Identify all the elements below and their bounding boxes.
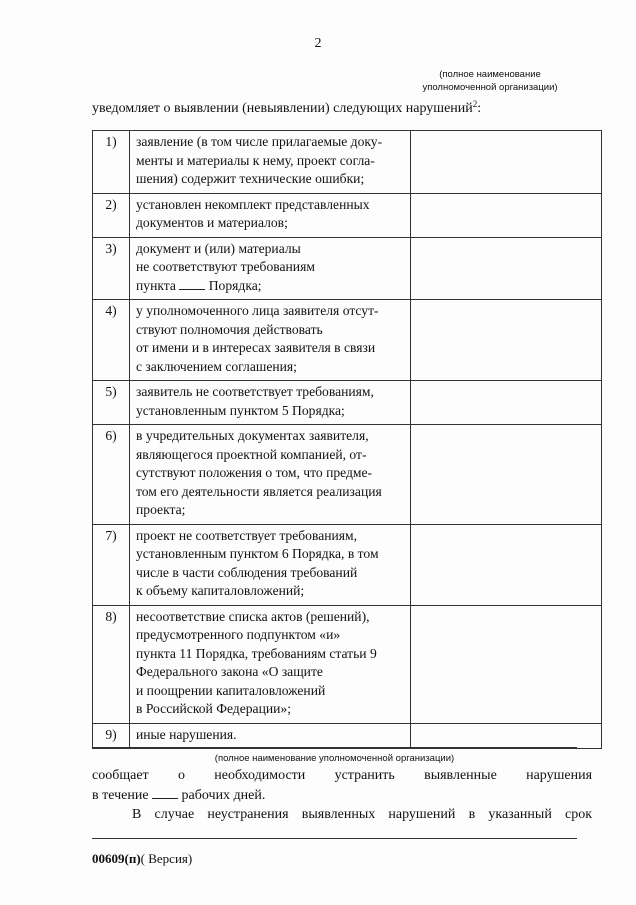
word: необходимости bbox=[214, 768, 306, 783]
violation-number: 2) bbox=[93, 193, 130, 237]
word: сообщает bbox=[92, 768, 149, 783]
violation-row bbox=[93, 605, 602, 723]
notice-paragraph bbox=[92, 766, 592, 806]
violations-table bbox=[92, 130, 602, 749]
word: устранить bbox=[334, 768, 395, 783]
word: о bbox=[177, 768, 185, 783]
violation-description bbox=[130, 131, 411, 194]
violation-description bbox=[130, 300, 411, 381]
violation-description bbox=[130, 723, 411, 749]
days-blank bbox=[152, 786, 178, 799]
word: выявленных bbox=[301, 807, 376, 822]
violation-line: документ и (или) материалы bbox=[136, 240, 301, 256]
document-code-number: 00609(п) bbox=[92, 851, 141, 866]
word: В bbox=[132, 807, 142, 822]
violation-line: числе в части соблюдения требований bbox=[136, 564, 358, 580]
violation-row bbox=[93, 300, 602, 381]
violation-line: документов и материалов; bbox=[136, 215, 288, 230]
violation-number: 6) bbox=[93, 425, 130, 525]
violation-result-cell[interactable] bbox=[411, 300, 602, 381]
violation-line: в учредительных документах заявителя, bbox=[136, 428, 369, 443]
footnote-mark: 2 bbox=[472, 99, 478, 109]
violation-number: 5) bbox=[93, 381, 130, 425]
word: указанный bbox=[488, 807, 552, 822]
violation-line-part: Порядка; bbox=[208, 277, 262, 293]
violation-row bbox=[93, 237, 602, 300]
word: нарушений bbox=[388, 807, 456, 822]
violation-line: проекта; bbox=[136, 502, 186, 517]
violation-result-cell[interactable] bbox=[411, 237, 602, 300]
violation-line: заявление (в том числе прилагаемые доку- bbox=[136, 134, 383, 149]
word: нарушения bbox=[526, 768, 593, 783]
intro-sentence bbox=[92, 96, 612, 117]
violation-description bbox=[130, 605, 411, 723]
violation-line: являющегося проектной компанией, от- bbox=[136, 446, 367, 462]
violation-result-cell[interactable] bbox=[411, 723, 602, 749]
violation-description bbox=[130, 524, 411, 605]
violation-line-part: пункта bbox=[136, 277, 176, 293]
violation-line: иные нарушения. bbox=[136, 726, 237, 742]
violation-row bbox=[93, 381, 602, 425]
document-version: ( Версия) bbox=[140, 851, 193, 866]
word: срок bbox=[564, 807, 592, 822]
violation-line: установленным пунктом 5 Порядка; bbox=[136, 402, 345, 418]
violation-result-cell[interactable] bbox=[411, 193, 602, 237]
violation-line: менты и материалы к нему, проект согла- bbox=[136, 152, 375, 168]
violation-description bbox=[130, 381, 411, 425]
violation-result-cell[interactable] bbox=[411, 605, 602, 723]
intro-colon: : bbox=[477, 101, 482, 116]
violation-number: 3) bbox=[93, 237, 130, 300]
violation-line: сутствуют положения о том, что предме- bbox=[136, 465, 373, 480]
footer-line bbox=[92, 838, 577, 839]
violation-line: в Российской Федерации»; bbox=[136, 701, 291, 716]
violation-description bbox=[130, 237, 411, 300]
violation-line: у уполномоченного лица заявителя отсут- bbox=[136, 303, 379, 318]
notice-line-2 bbox=[92, 786, 592, 806]
violation-line: предусмотренного подпунктом «и» bbox=[136, 627, 341, 642]
violation-result-cell[interactable] bbox=[411, 425, 602, 525]
clause-number-blank bbox=[179, 277, 205, 290]
signature-label: (полное наименование уполномоченной организации) bbox=[214, 753, 455, 764]
violation-line: к объему капиталовложений; bbox=[136, 583, 305, 598]
violation-row bbox=[93, 524, 602, 605]
violation-result-cell[interactable] bbox=[411, 381, 602, 425]
page-number: 2 bbox=[314, 36, 322, 51]
violation-row bbox=[93, 425, 602, 525]
violation-line: с заключением соглашения; bbox=[136, 358, 297, 374]
document-code bbox=[92, 851, 192, 867]
violation-result-cell[interactable] bbox=[411, 524, 602, 605]
violation-row bbox=[93, 193, 602, 237]
violation-description bbox=[130, 425, 411, 525]
violation-line: и поощрении капиталовложений bbox=[136, 682, 326, 698]
word: неустранения bbox=[207, 807, 289, 822]
violation-number: 8) bbox=[93, 605, 130, 723]
violation-line bbox=[136, 277, 404, 296]
violation-description bbox=[130, 193, 411, 237]
word: случае bbox=[154, 807, 195, 822]
word: в bbox=[468, 807, 476, 822]
violation-number: 4) bbox=[93, 300, 130, 381]
org-name-note bbox=[400, 68, 580, 94]
signature-line bbox=[92, 747, 577, 748]
notice-period-suffix: рабочих дней. bbox=[181, 788, 266, 803]
intro-text: уведомляет о выявлении (невыявлении) следующих нарушений bbox=[92, 101, 473, 116]
word: выявленные bbox=[424, 768, 497, 783]
violation-line: проект не соответствует требованиям, bbox=[136, 527, 358, 543]
violation-line: том его деятельности является реализация bbox=[136, 483, 382, 499]
violation-line: от имени и в интересах заявителя в связи bbox=[136, 340, 376, 355]
violation-line: ствуют полномочия действовать bbox=[136, 321, 323, 337]
violation-line: Федерального закона «О защите bbox=[136, 664, 323, 679]
notice-line-1 bbox=[92, 766, 592, 786]
violation-line: шения) содержит технические ошибки; bbox=[136, 171, 365, 186]
violation-row bbox=[93, 723, 602, 749]
org-note-line-2: уполномоченной организации) bbox=[422, 82, 558, 93]
violation-line: заявитель не соответствует требованиям, bbox=[136, 384, 374, 399]
violation-line: установлен некомплект представленных bbox=[136, 196, 370, 212]
violation-row bbox=[93, 131, 602, 194]
violation-number: 7) bbox=[93, 524, 130, 605]
closing-paragraph bbox=[132, 805, 592, 825]
violation-number: 1) bbox=[93, 131, 130, 194]
org-note-line-1: (полное наименование bbox=[439, 69, 541, 80]
violation-number: 9) bbox=[93, 723, 130, 749]
notice-period-prefix: в течение bbox=[92, 788, 149, 803]
violation-line: пункта 11 Порядка, требованиям статьи 9 bbox=[136, 645, 377, 661]
violation-line: несоответствие списка актов (решений), bbox=[136, 608, 370, 624]
violation-line: установленным пунктом 6 Порядка, в том bbox=[136, 546, 379, 561]
violation-result-cell[interactable] bbox=[411, 131, 602, 194]
violation-line: не соответствуют требованиям bbox=[136, 259, 315, 274]
